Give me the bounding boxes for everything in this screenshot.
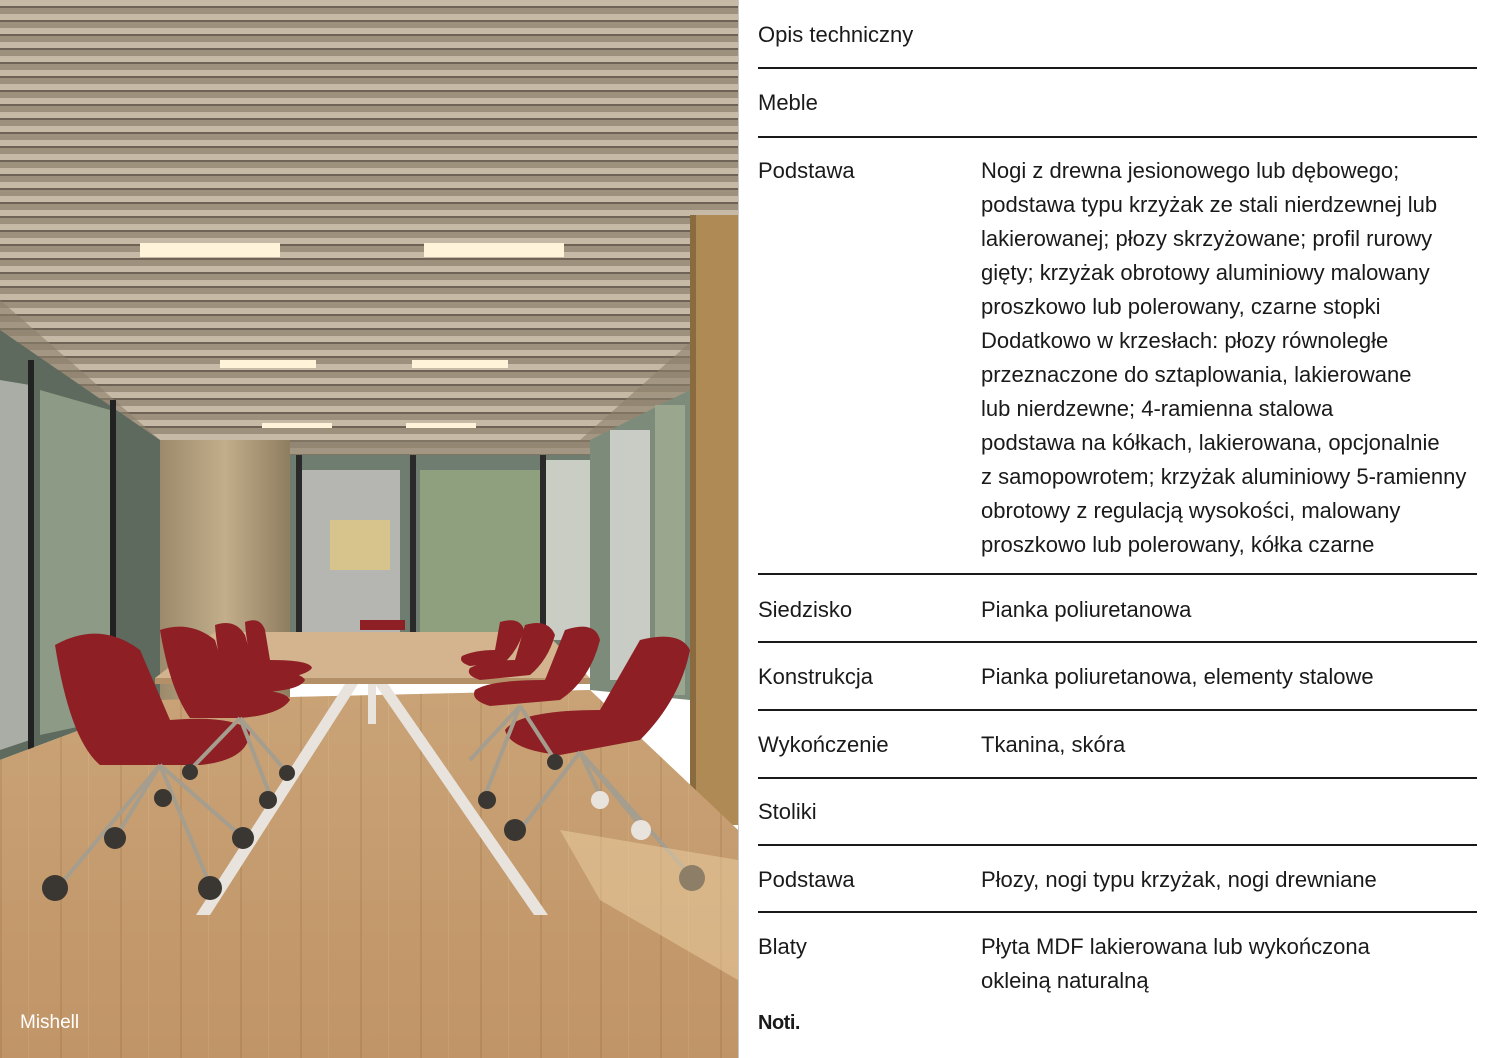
rule	[758, 573, 1477, 575]
rule	[758, 911, 1477, 913]
brand-logo: Noti.	[758, 1012, 800, 1034]
tops-label: Blaty	[758, 934, 807, 959]
spec-heading: Opis techniczny	[758, 22, 914, 47]
base-line: obrotowy z regulacją wysokości, malowany	[981, 498, 1401, 523]
base-line: gięty; krzyżak obrotowy aluminiowy malowany	[981, 260, 1430, 285]
construction-value: Pianka poliuretanowa, elementy stalowe	[981, 664, 1374, 689]
table-base-value: Płozy, nogi typu krzyżak, nogi drewniane	[981, 867, 1377, 892]
finish-value: Tkanina, skóra	[981, 732, 1126, 757]
base-line: proszkowo lub polerowany, kółka czarne	[981, 532, 1375, 557]
base-line: przeznaczone do sztaplowania, lakierowane	[981, 362, 1412, 387]
conference-room-photo	[0, 0, 738, 1058]
base-line: Nogi z drewna jesionowego lub dębowego;	[981, 158, 1400, 183]
base-line: podstawa typu krzyżak ze stali nierdzewnej lub	[981, 192, 1438, 217]
construction-label: Konstrukcja	[758, 664, 873, 689]
rule	[758, 641, 1477, 643]
base-line: z samopowrotem; krzyżak aluminiowy 5-ramienny	[981, 464, 1467, 489]
rule	[758, 67, 1477, 69]
finish-label: Wykończenie	[758, 732, 889, 757]
base-value	[981, 154, 1477, 562]
rule	[758, 844, 1477, 846]
table-base-label: Podstawa	[758, 867, 855, 892]
rule	[758, 136, 1477, 138]
tops-line: okleiną naturalną	[981, 968, 1149, 993]
vertical-divider	[738, 0, 739, 1058]
rule	[758, 709, 1477, 711]
base-line: lub nierdzewne; 4-ramienna stalowa	[981, 396, 1334, 421]
base-line: proszkowo lub polerowany, czarne stopki	[981, 294, 1381, 319]
base-line: lakierowanej; płozy skrzyżowane; profil rurowy	[981, 226, 1433, 251]
base-line: Dodatkowo w krzesłach: płozy równoległe	[981, 328, 1389, 353]
tops-line: Płyta MDF lakierowana lub wykończona	[981, 934, 1370, 959]
tops-value	[981, 930, 1477, 998]
photo-caption: Mishell	[20, 1012, 80, 1033]
section-furniture: Meble	[758, 90, 818, 115]
seat-label: Siedzisko	[758, 597, 853, 622]
seat-value: Pianka poliuretanowa	[981, 597, 1192, 622]
rule	[758, 777, 1477, 779]
base-label: Podstawa	[758, 158, 855, 183]
base-line: podstawa na kółkach, lakierowana, opcjonalnie	[981, 430, 1440, 455]
section-tables: Stoliki	[758, 799, 817, 824]
